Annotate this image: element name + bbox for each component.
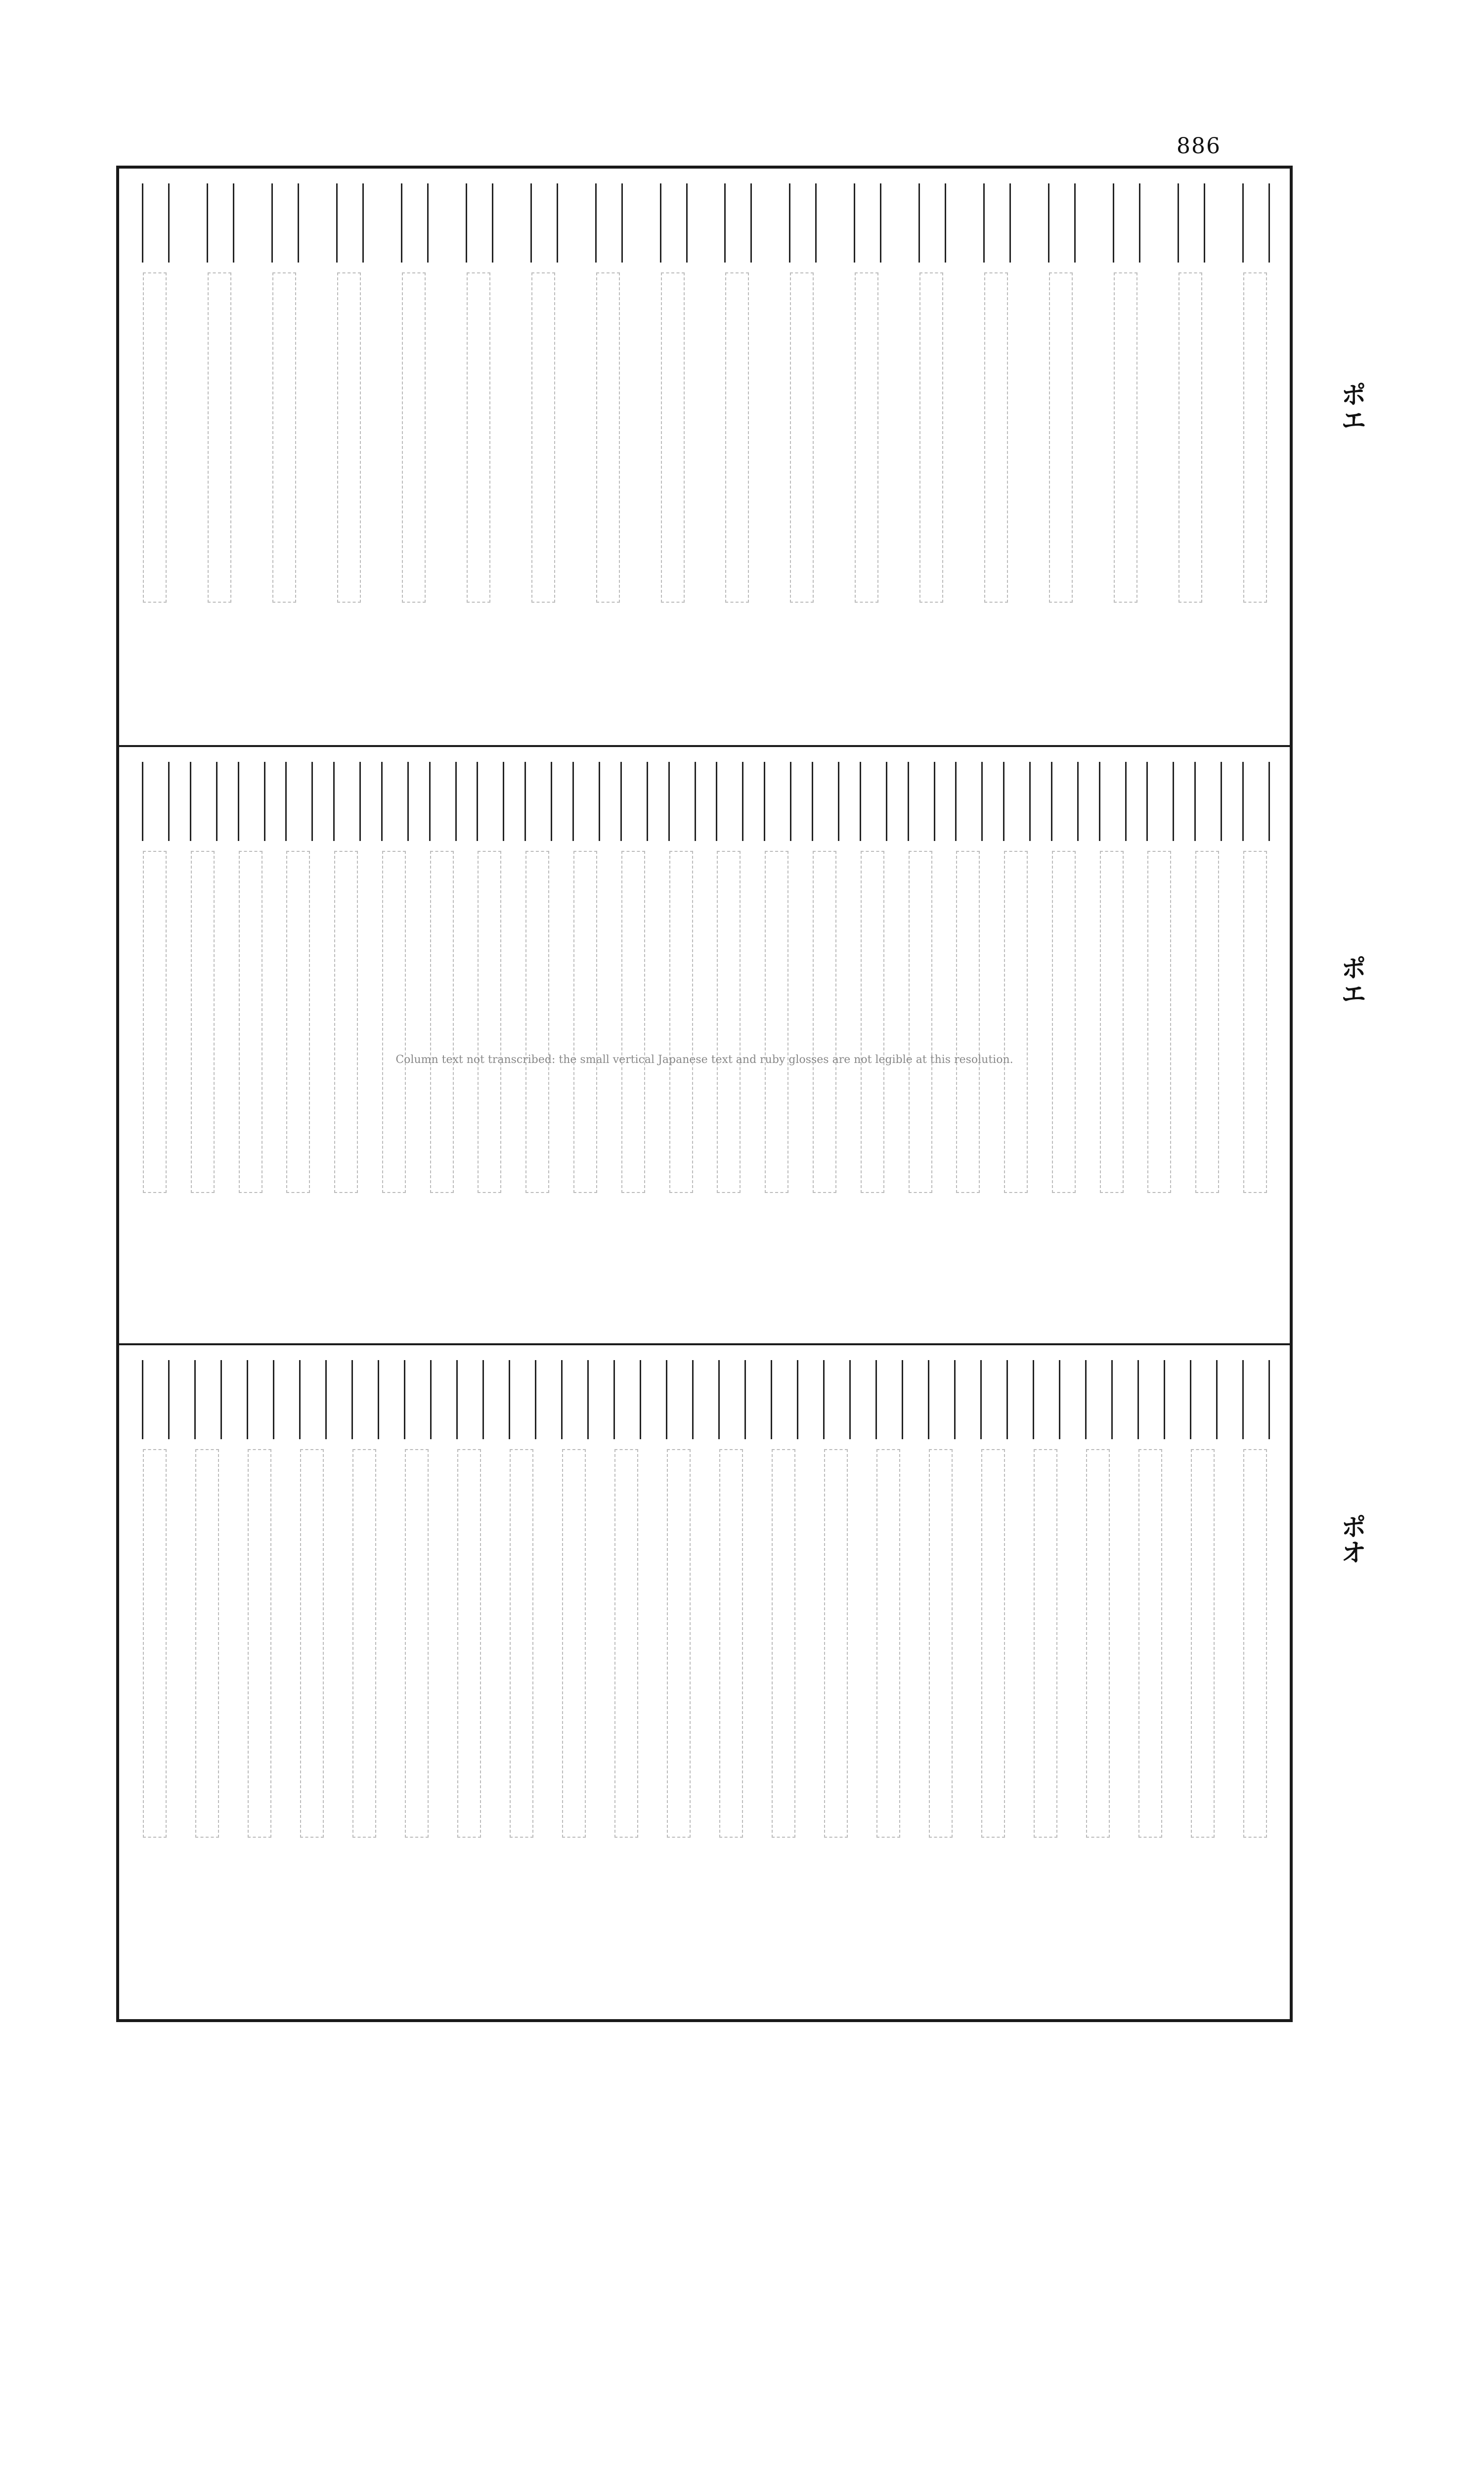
text-column — [1000, 762, 1031, 1328]
text-column — [1191, 762, 1222, 1328]
column-text-placeholder — [981, 1449, 1005, 1838]
column-text-placeholder — [929, 1449, 953, 1838]
text-column — [809, 762, 839, 1328]
headword-marker — [716, 762, 743, 841]
column-text-placeholder — [1052, 851, 1076, 1193]
column-text-placeholder — [272, 272, 296, 603]
headword-marker — [812, 762, 839, 841]
headword-marker — [724, 183, 752, 263]
headword-marker — [875, 1360, 903, 1439]
headword-marker — [908, 762, 935, 841]
headword-marker — [823, 1360, 851, 1439]
column-text-placeholder — [1243, 272, 1267, 603]
headword-marker — [789, 183, 817, 263]
text-column — [244, 1360, 274, 2004]
headword-marker — [854, 183, 881, 263]
headword-marker — [918, 183, 946, 263]
column-text-placeholder — [1138, 1449, 1162, 1838]
headword-marker — [620, 762, 648, 841]
column-text-placeholder — [765, 851, 788, 1193]
text-column — [768, 1360, 798, 2004]
column-text-placeholder — [562, 1449, 586, 1838]
text-column — [952, 762, 983, 1328]
headword-marker — [509, 1360, 536, 1439]
headword-marker — [1137, 1360, 1165, 1439]
text-column — [204, 183, 234, 730]
column-text-placeholder — [531, 272, 555, 603]
column-text-placeholder — [1004, 851, 1028, 1193]
text-column — [721, 183, 752, 730]
text-column — [268, 183, 299, 730]
column-text-placeholder — [667, 1449, 691, 1838]
text-column — [506, 1360, 536, 2004]
text-column — [592, 183, 623, 730]
column-text-placeholder — [143, 272, 167, 603]
column-text-placeholder — [334, 851, 358, 1193]
column-text-placeholder — [1243, 851, 1267, 1193]
text-column — [378, 762, 409, 1328]
text-column — [657, 183, 688, 730]
text-column — [1135, 1360, 1165, 2004]
column-text-placeholder — [457, 1449, 481, 1838]
text-column — [139, 762, 170, 1328]
column-text-placeholder — [195, 1449, 219, 1838]
margin-heading-top: ポエ — [1336, 381, 1366, 433]
column-text-placeholder — [919, 272, 943, 603]
text-column — [527, 183, 558, 730]
text-column — [1239, 183, 1270, 730]
headword-marker — [271, 183, 299, 263]
column-text-placeholder — [1114, 272, 1137, 603]
headword-marker — [668, 762, 696, 841]
column-text-placeholder — [876, 1449, 900, 1838]
headword-marker — [561, 1360, 589, 1439]
band-top — [119, 169, 1290, 747]
headword-marker — [595, 183, 623, 263]
column-text-placeholder — [1034, 1449, 1057, 1838]
headword-marker — [336, 183, 364, 263]
text-column — [1175, 183, 1205, 730]
text-column — [558, 1360, 589, 2004]
column-text-placeholder — [510, 1449, 533, 1838]
page-number: 886 — [1177, 133, 1221, 159]
headword-marker — [1113, 183, 1140, 263]
column-text-placeholder — [1100, 851, 1124, 1193]
headword-marker — [238, 762, 265, 841]
text-column — [1110, 183, 1140, 730]
headword-marker — [247, 1360, 274, 1439]
headword-marker — [401, 183, 429, 263]
column-text-placeholder — [430, 851, 454, 1193]
text-column — [977, 1360, 1008, 2004]
headword-marker — [477, 762, 504, 841]
text-column — [905, 762, 935, 1328]
headword-marker — [1085, 1360, 1113, 1439]
headword-marker — [983, 183, 1011, 263]
headword-marker — [142, 1360, 170, 1439]
headword-marker — [351, 1360, 379, 1439]
text-column — [611, 1360, 641, 2004]
column-text-placeholder — [984, 272, 1008, 603]
column-text-placeholder — [790, 272, 814, 603]
column-text-placeholder — [1243, 1449, 1267, 1838]
headword-marker — [613, 1360, 641, 1439]
headword-marker — [666, 1360, 694, 1439]
headword-marker — [928, 1360, 956, 1439]
text-column — [426, 762, 457, 1328]
headword-marker — [771, 1360, 798, 1439]
text-column — [925, 1360, 956, 2004]
text-column — [139, 1360, 170, 2004]
headword-marker — [572, 762, 600, 841]
text-column — [761, 762, 791, 1328]
text-column — [463, 183, 493, 730]
headword-marker — [142, 183, 170, 263]
column-text-placeholder — [813, 851, 836, 1193]
column-text-placeholder — [337, 272, 361, 603]
headword-marker — [142, 762, 170, 841]
text-column — [296, 1360, 327, 2004]
headword-marker — [1242, 1360, 1270, 1439]
headword-marker — [285, 762, 313, 841]
text-column — [786, 183, 817, 730]
headword-marker — [429, 762, 457, 841]
text-column — [820, 1360, 851, 2004]
headword-marker — [955, 762, 983, 841]
column-text-placeholder — [525, 851, 549, 1193]
text-column — [617, 762, 648, 1328]
text-column — [1096, 762, 1127, 1328]
headword-marker — [660, 183, 688, 263]
text-column — [713, 762, 743, 1328]
column-text-placeholder — [621, 851, 645, 1193]
column-text-placeholder — [1086, 1449, 1110, 1838]
text-column — [1030, 1360, 1060, 2004]
text-column — [715, 1360, 746, 2004]
band-middle — [119, 747, 1290, 1345]
text-column — [665, 762, 696, 1328]
headword-marker — [980, 1360, 1008, 1439]
headword-marker — [1242, 762, 1270, 841]
headword-marker — [1099, 762, 1127, 841]
headword-marker — [190, 762, 218, 841]
text-column — [191, 1360, 222, 2004]
column-text-placeholder — [1191, 1449, 1215, 1838]
headword-marker — [333, 762, 361, 841]
text-column — [851, 183, 881, 730]
headword-marker — [1178, 183, 1205, 263]
column-text-placeholder — [239, 851, 262, 1193]
text-column — [873, 1360, 903, 2004]
headword-marker — [1051, 762, 1079, 841]
column-text-placeholder — [1178, 272, 1202, 603]
text-column — [401, 1360, 432, 2004]
column-text-placeholder — [725, 272, 749, 603]
column-text-placeholder — [719, 1449, 743, 1838]
text-column — [1045, 183, 1076, 730]
column-text-placeholder — [405, 1449, 429, 1838]
text-column — [398, 183, 429, 730]
column-text-placeholder — [824, 1449, 848, 1838]
margin-heading-bottom: ポオ — [1336, 1513, 1366, 1565]
headword-marker — [1003, 762, 1031, 841]
column-text-placeholder — [478, 851, 501, 1193]
column-text-placeholder — [286, 851, 310, 1193]
headword-marker — [860, 762, 887, 841]
text-column — [857, 762, 887, 1328]
headword-marker — [530, 183, 558, 263]
headword-marker — [194, 1360, 222, 1439]
text-column — [333, 183, 364, 730]
column-text-placeholder — [300, 1449, 324, 1838]
column-text-placeholder — [1147, 851, 1171, 1193]
headword-marker — [381, 762, 409, 841]
text-column — [1187, 1360, 1218, 2004]
text-column — [1143, 762, 1174, 1328]
column-text-placeholder — [596, 272, 620, 603]
column-text-placeholder — [248, 1449, 271, 1838]
column-text-placeholder — [717, 851, 741, 1193]
headword-marker — [524, 762, 552, 841]
column-text-placeholder — [352, 1449, 376, 1838]
column-text-placeholder — [861, 851, 884, 1193]
headword-marker — [718, 1360, 746, 1439]
headword-marker — [299, 1360, 327, 1439]
text-column — [980, 183, 1011, 730]
headword-marker — [1033, 1360, 1060, 1439]
column-text-placeholder — [143, 851, 167, 1193]
text-column — [235, 762, 265, 1328]
margin-heading-middle: ポエ — [1336, 955, 1366, 1006]
text-column — [187, 762, 218, 1328]
column-text-placeholder — [382, 851, 406, 1193]
text-column — [916, 183, 946, 730]
band-bottom — [119, 1345, 1290, 2019]
column-text-placeholder — [1049, 272, 1073, 603]
text-column — [139, 183, 170, 730]
headword-marker — [466, 183, 493, 263]
column-text-placeholder — [402, 272, 426, 603]
text-column — [474, 762, 504, 1328]
text-column — [1239, 1360, 1270, 2004]
column-text-placeholder — [772, 1449, 795, 1838]
column-text-placeholder — [1195, 851, 1219, 1193]
headword-marker — [1242, 183, 1270, 263]
dictionary-frame — [116, 166, 1366, 2022]
headword-marker — [1048, 183, 1076, 263]
text-column — [1082, 1360, 1113, 2004]
text-column — [522, 762, 552, 1328]
column-text-placeholder — [573, 851, 597, 1193]
column-text-placeholder — [143, 1449, 167, 1838]
column-text-placeholder — [191, 851, 215, 1193]
headword-marker — [207, 183, 234, 263]
text-column — [569, 762, 600, 1328]
headword-marker — [1190, 1360, 1218, 1439]
text-column — [330, 762, 361, 1328]
column-text-placeholder — [669, 851, 693, 1193]
headword-marker — [1194, 762, 1222, 841]
headword-marker — [404, 1360, 432, 1439]
column-text-placeholder — [467, 272, 490, 603]
text-column — [349, 1360, 379, 2004]
column-text-placeholder — [855, 272, 878, 603]
column-text-placeholder — [956, 851, 980, 1193]
text-column — [663, 1360, 694, 2004]
column-text-placeholder — [661, 272, 685, 603]
text-column — [1239, 762, 1270, 1328]
headword-marker — [764, 762, 791, 841]
column-text-placeholder — [909, 851, 932, 1193]
headword-marker — [1146, 762, 1174, 841]
text-column — [282, 762, 313, 1328]
headword-marker — [456, 1360, 484, 1439]
column-text-placeholder — [614, 1449, 638, 1838]
column-text-placeholder — [208, 272, 231, 603]
text-column — [453, 1360, 484, 2004]
transcription-notice: Column text not transcribed: the small vertical Japanese text and ruby glosses are not legible at this resolution. — [395, 1054, 1013, 1066]
text-column — [1048, 762, 1079, 1328]
